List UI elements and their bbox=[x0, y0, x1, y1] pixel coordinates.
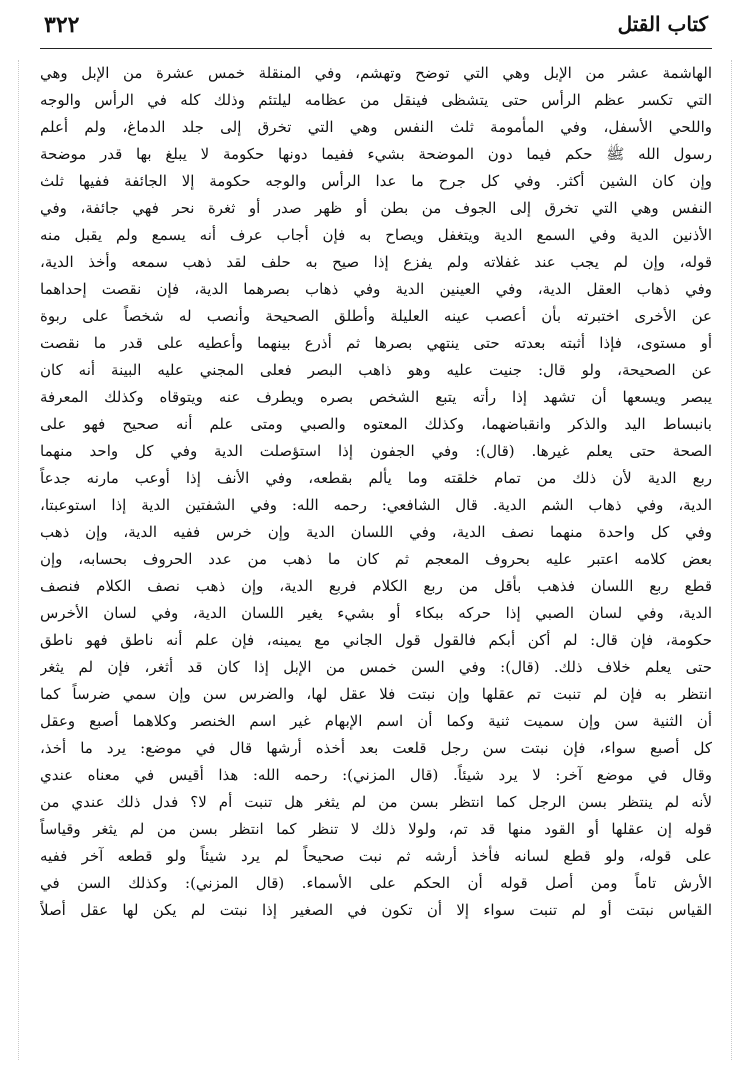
text-line: الصحة حتى يعلم غيرها. (قال): وفي الجفون إذا استؤصلت الدية وفي كل واحد منهما bbox=[40, 442, 712, 460]
text-line: وإن كان الشين أكثر. وفي كل جرح ما عدا الرأس والوجه حكومة إلا الجائفة ففيها ثلث bbox=[40, 172, 712, 190]
text-line: حكومة، فإن قال: لم أكن أبكم فالقول قول الجاني مع يمينه، فإن علم أنه ناطق فهو ناطق bbox=[40, 631, 712, 649]
text-line: أو مستوى، فإذا أثبته بعدته حتى ينتهي بصرها ثم أذرع بينهما وأعطيه على قدر ما نقصت bbox=[40, 334, 712, 352]
text-line: واللحي الأسفل، وفي المأمومة ثلث النفس وهي التي تخرق إلى جلد الدماغ، ولم أعلم bbox=[40, 118, 712, 136]
text-line: التي تكسر عظم الرأس حتى يتشظى فينقل من عظامه ليلتئم وذلك كله في الرأس والوجه bbox=[40, 91, 712, 109]
text-line: بانبساط اليد والذكر وانقباضهما، وكذلك المعتوه والصبي ومتى علم أنه صحيح فهو على bbox=[40, 415, 712, 433]
text-line: الدية، وفي لسان الصبي إذا حركه ببكاء أو بشيء يغير اللسان الدية، وفي لسان الأخرس bbox=[40, 604, 712, 622]
text-line: انتظر به فإن لم تنبت تم عقلها وإن نبتت فلا عقل لها، والضرس سن وإن سمي ضرساً كما bbox=[40, 685, 712, 703]
text-line: على قوله، ولو قطع لسانه فأخذ أرشه ثم نبت صحيحاً لم يرد شيئاً ولو قطعه آخر ففيه bbox=[40, 847, 712, 865]
text-line: حتى يعلم خلاف ذلك. (قال): وفي السن خمس من الإبل إذا كان قد أثغر، فإن لم يثغر bbox=[40, 658, 712, 676]
text-line: عن الأخرى اختبرته بأن أعصب عينه العليلة وأطلق الصحيحة وأنصب له شخصاً على ربوة bbox=[40, 307, 712, 325]
text-line: وفي ذهاب العقل الدية، وفي العينين الدية وفي ذهاب بصرهما الدية، فإن نقصت إحداهما bbox=[40, 280, 712, 298]
header-divider bbox=[40, 48, 712, 49]
text-line: وقال في موضع آخر: لا يرد شيئاً. (قال المزني): رحمه الله: هذا أقيس في معناه عندي bbox=[40, 766, 712, 784]
right-margin-shadow bbox=[731, 60, 734, 1060]
page-header bbox=[44, 10, 708, 46]
text-line: ربع الدية لأن ذلك من تمام خلقته وما يألم بقطعه، وفي الأنف إذا أوعب مارنه جدعاً bbox=[40, 469, 712, 487]
text-line: أن الثنية سن وإن سميت ثنية وكما أن اسم الإبهام غير اسم الخنصر وكلاهما أصبع وعقل bbox=[40, 712, 712, 730]
text-line: النفس وهي التي تخرق إلى الجوف من بطن أو ظهر صدر أو ثغرة نحر فهي جائفة، وفي bbox=[40, 199, 712, 217]
text-line: الأرش تاماً ومن أصل قوله أن الحكم على الأسماء. (قال المزني): وكذلك السن في bbox=[40, 874, 712, 892]
text-line: قطع ربع اللسان فذهب بأقل من ربع الكلام فربع الدية، وإن ذهب نصف الكلام فنصف bbox=[40, 577, 712, 595]
text-line: قوله، وإن لم يجب عند غفلاته ولم يفزع إذا صيح به حلف لقد ذهب سمعه وأخذ الدية، bbox=[40, 253, 712, 271]
page-number: ٣٢٢ bbox=[44, 12, 80, 38]
left-margin-shadow bbox=[18, 60, 21, 1060]
text-line-shafii: الدية، وفي ذهاب الشم الدية. قال الشافعي: رحمه الله: وفي الشفتين الدية إذا استوعبتا، bbox=[40, 496, 712, 514]
text-line: القياس نبتت أو لم تنبت سواء إلا أن تكون في الصغير إذا نبتت لم يكن لها عقل أصلاً bbox=[40, 901, 712, 919]
text-line: رسول الله ﷺ حكم فيما دون الموضحة بشيء ففيما دونها حكومة لا يبلغ بها قدر موضحة bbox=[40, 145, 712, 163]
text-line: وفي كل واحدة منهما نصف الدية، وفي اللسان الدية وإن خرس ففيه الدية، وإن ذهب bbox=[40, 523, 712, 541]
text-line: يبصر ويسعها أن تشهد إذا رأته يتبع الشخص بصره ويطرف عنه ويتوقاه وكذلك المعرفة bbox=[40, 388, 712, 406]
body-text bbox=[40, 60, 712, 924]
text-line: قوله إن عقلها أو القود منها قد تم، ولولا ذلك لا تنظر كما انتظر بسن من لم يثغر وقياساً bbox=[40, 820, 712, 838]
text-line: الهاشمة عشر من الإبل وهي التي توضح وتهشم، وفي المنقلة خمس عشرة من الإبل وهي bbox=[40, 64, 712, 82]
text-line: الأذنين الدية وفي السمع الدية ويتغفل ويصاح به فإن أجاب عرف أنه يسمع ولم يقبل منه bbox=[40, 226, 712, 244]
text-line: عن الصحيحة، ولو قال: جنيت عليه وهو ذاهب البصر فعلى المجني عليه البينة أنه كان bbox=[40, 361, 712, 379]
text-line: كل أصبع سواء، فإن نبتت سن رجل قلعت بعد أخذه أرشها قال في موضع: يرد ما أخذ، bbox=[40, 739, 712, 757]
running-title: كتاب القتل bbox=[617, 12, 708, 36]
text-line: بعض كلامه اعتبر عليه بحروف المعجم ثم كان ما ذهب من عدد الحروف بحسابه، وإن bbox=[40, 550, 712, 568]
text-line: لأنه لم ينتظر بسن الرجل كما انتظر بسن من لم يثغر هل تنبت أم لا؟ فدل ذلك عندي من bbox=[40, 793, 712, 811]
